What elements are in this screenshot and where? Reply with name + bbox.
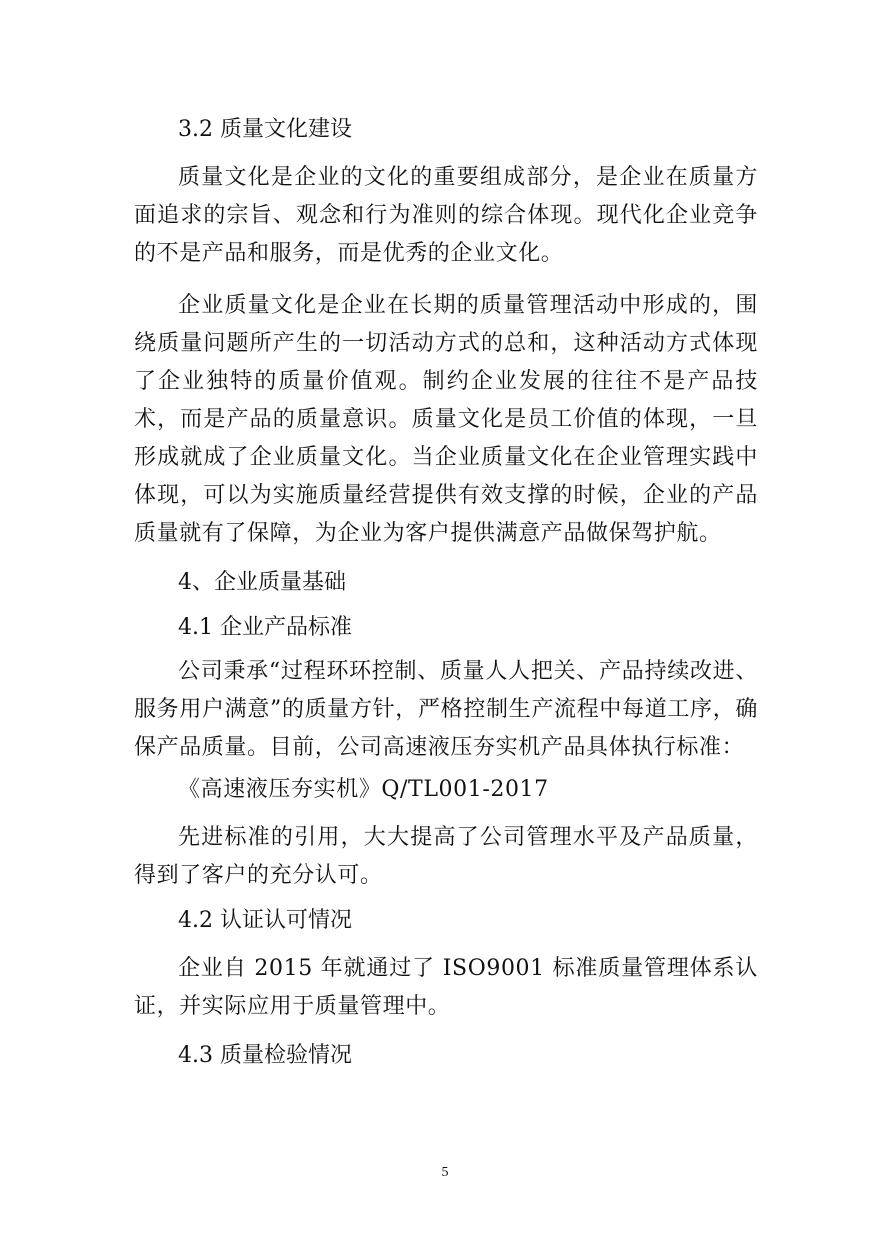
paragraph-certification: 企业自 2015 年就通过了 ISO9001 标准质量管理体系认证，并实际应用于质量管理中。 [134,956,758,1019]
section-heading-3-2: 3.2 质量文化建设 [178,117,352,142]
section-heading-4-2: 4.2 认证认可情况 [178,908,352,933]
page-body [134,114,758,1071]
page-number: 5 [441,1165,449,1180]
paragraph-quality-policy: 公司秉承“过程环环控制、质量人人把关、产品持续改进、服务用户满意”的质量方针，严格控制生产流程中每道工序，确保产品质量。目前，公司高速液压夯实机产品具体执行标准： [134,659,758,760]
paragraph-standard-benefit: 先进标准的引用，大大提高了公司管理水平及产品质量，得到了客户的充分认可。 [134,825,758,888]
paragraph-quality-culture-intro: 质量文化是企业的文化的重要组成部分，是企业在质量方面追求的宗旨、观念和行为准则的综合体现。现代化企业竞争的不是产品和服务，而是优秀的企业文化。 [134,165,758,266]
section-heading-4-1: 4.1 企业产品标准 [178,615,352,640]
paragraph-quality-culture-detail: 企业质量文化是企业在长期的质量管理活动中形成的，围绕质量问题所产生的一切活动方式的总和，这种活动方式体现了企业独特的质量价值观。制约企业发展的往往不是产品技术，而是产品的质量意识。质量文化是员工价值的体现，一旦形成就成了企业质量文化。当企业质量文化在企业管理实践中体现，可以为实施质量经营提供有效支撑的时候，企业的产品质量就有了保障，为企业为客户提供满意产品做保驾护航。 [134,293,758,546]
section-heading-4-3: 4.3 质量检验情况 [178,1043,352,1068]
section-heading-4: 4、企业质量基础 [178,570,346,595]
paragraph-product-standard: 《高速液压夯实机》Q/TL001-2017 [178,777,549,802]
